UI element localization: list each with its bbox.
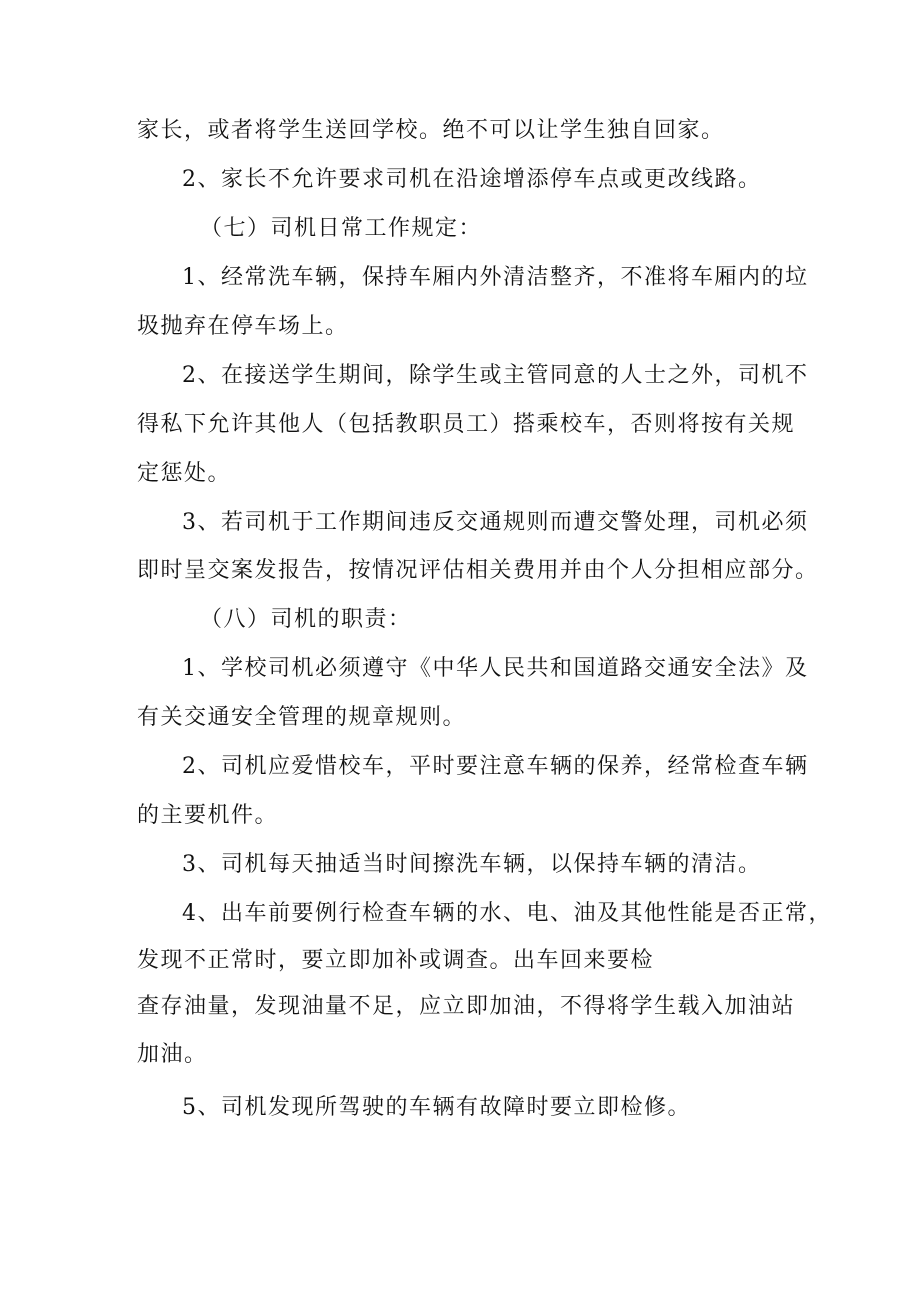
text-line: 2、家长不允许要求司机在沿途增添停车点或更改线路。 xyxy=(182,167,762,192)
text-line: 加油。 xyxy=(137,1042,208,1067)
text-line: 3、若司机于工作期间违反交通规则而遭交警处理，司机必须 xyxy=(182,510,809,535)
text-line: 的主要机件。 xyxy=(137,803,279,828)
text-line: 2、司机应爱惜校车，平时要注意车辆的保养，经常检查车辆 xyxy=(182,754,809,779)
text-line: 圾抛弃在停车场上。 xyxy=(137,314,349,339)
text-line: 有关交通安全管理的规章规则。 xyxy=(137,705,467,730)
text-line: 即时呈交案发报告，按情况评估相关费用并由个人分担相应部分。 xyxy=(137,558,819,583)
text-line: 查存油量，发现油量不足，应立即加油，不得将学生载入加油站 xyxy=(137,994,796,1019)
text-line: 3、司机每天抽适当时间擦洗车辆，以保持车辆的清洁。 xyxy=(182,852,762,877)
text-line: 得私下允许其他人（包括教职员工）搭乘校车，否则将按有关规 xyxy=(137,412,796,437)
text-line: 5、司机发现所驾驶的车辆有故障时要立即检修。 xyxy=(182,1095,691,1120)
text-line: 定惩处。 xyxy=(137,461,232,486)
text-line: 4、出车前要例行检查车辆的水、电、油及其他性能是否正常， xyxy=(182,901,832,926)
text-line: 家长，或者将学生送回学校。绝不可以让学生独自回家。 xyxy=(137,118,725,143)
text-line: 1、经常洗车辆，保持车厢内外清洁整齐，不准将车厢内的垃 xyxy=(182,265,809,290)
text-line: 2、在接送学生期间，除学生或主管同意的人士之外，司机不 xyxy=(182,363,809,388)
text-line: 发现不正常时，要立即加补或调查。出车回来要检 xyxy=(137,948,655,973)
section-heading: （八）司机的职责： xyxy=(200,607,412,632)
text-line: 1、学校司机必须遵守《中华人民共和国道路交通安全法》及 xyxy=(182,656,809,681)
section-heading: （七）司机日常工作规定： xyxy=(200,216,483,241)
